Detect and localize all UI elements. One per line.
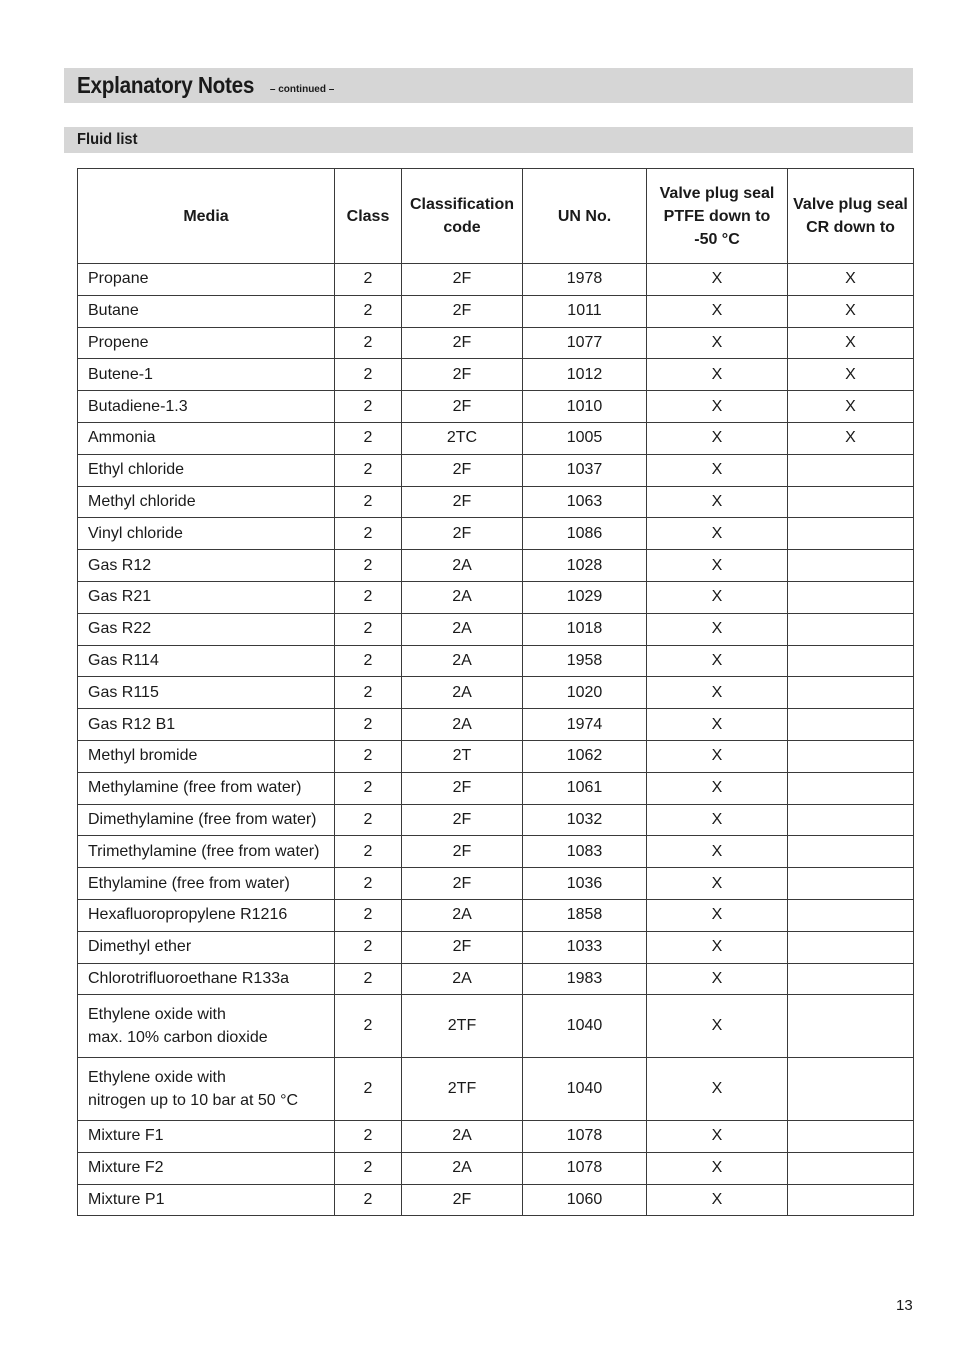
cell-ptfe-seal: X (647, 772, 788, 804)
cell-class: 2 (335, 359, 402, 391)
cell-class: 2 (335, 391, 402, 423)
cell-un-no: 1010 (523, 391, 647, 423)
cell-class: 2 (335, 1120, 402, 1152)
cell-cr-seal (788, 486, 914, 518)
cell-cr-seal (788, 613, 914, 645)
cell-un-no: 1078 (523, 1152, 647, 1184)
table-row (78, 486, 914, 518)
cell-class: 2 (335, 868, 402, 900)
cell-classification-code: 2F (402, 868, 523, 900)
media-name: Ethyl chloride (88, 461, 185, 479)
cell-un-no: 1978 (523, 264, 647, 296)
cell-class: 2 (335, 422, 402, 454)
cell-cr-seal: X (788, 327, 914, 359)
table-row (78, 645, 914, 677)
cell-class: 2 (335, 995, 402, 1058)
table-row (78, 264, 914, 296)
cell-un-no: 1974 (523, 709, 647, 741)
media-name: Butene-1 (88, 365, 153, 383)
cell-class: 2 (335, 613, 402, 645)
cell-ptfe-seal: X (647, 995, 788, 1058)
cell-ptfe-seal: X (647, 518, 788, 550)
cell-classification-code: 2F (402, 295, 523, 327)
cell-cr-seal (788, 677, 914, 709)
cell-un-no: 1063 (523, 486, 647, 518)
table-row (78, 709, 914, 741)
cell-cr-seal (788, 899, 914, 931)
table-row (78, 868, 914, 900)
cell-cr-seal: X (788, 264, 914, 296)
cell-class: 2 (335, 677, 402, 709)
cell-ptfe-seal: X (647, 931, 788, 963)
table-row (78, 1184, 914, 1216)
cell-media (78, 422, 335, 454)
cell-ptfe-seal: X (647, 740, 788, 772)
page-subtitle: – continued – (269, 83, 335, 95)
cell-classification-code: 2TF (402, 1058, 523, 1121)
cell-media (78, 804, 335, 836)
cell-cr-seal: X (788, 359, 914, 391)
table-row (78, 1152, 914, 1184)
cell-media (78, 327, 335, 359)
cell-class: 2 (335, 709, 402, 741)
cell-un-no: 1060 (523, 1184, 647, 1216)
cell-classification-code: 2TF (402, 995, 523, 1058)
table-row (78, 518, 914, 550)
cell-cr-seal (788, 1152, 914, 1184)
cell-media (78, 518, 335, 550)
cell-class: 2 (335, 581, 402, 613)
cell-un-no: 1061 (523, 772, 647, 804)
cell-cr-seal: X (788, 295, 914, 327)
cell-class: 2 (335, 963, 402, 995)
media-name: Vinyl chloride (88, 524, 183, 542)
cell-media (78, 836, 335, 868)
cell-un-no: 1086 (523, 518, 647, 550)
cell-media (78, 995, 335, 1058)
cell-media (78, 645, 335, 677)
cell-media (78, 613, 335, 645)
cell-ptfe-seal: X (647, 677, 788, 709)
cell-class: 2 (335, 836, 402, 868)
media-name: Hexafluoropropylene R1216 (88, 906, 288, 924)
media-name: Methyl bromide (88, 747, 198, 765)
section-bar (64, 127, 913, 153)
cell-class: 2 (335, 804, 402, 836)
cell-media (78, 550, 335, 582)
cell-classification-code: 2A (402, 677, 523, 709)
cell-classification-code: 2F (402, 486, 523, 518)
cell-cr-seal (788, 772, 914, 804)
cell-un-no: 1012 (523, 359, 647, 391)
cell-un-no: 1077 (523, 327, 647, 359)
cell-un-no: 1018 (523, 613, 647, 645)
media-name: Gas R115 (88, 683, 159, 701)
fluid-table (77, 168, 914, 1216)
media-name: Propene (88, 333, 149, 351)
media-name: Mixture F1 (88, 1127, 164, 1145)
table-row (78, 677, 914, 709)
cell-ptfe-seal: X (647, 1152, 788, 1184)
table-row (78, 295, 914, 327)
cell-ptfe-seal: X (647, 804, 788, 836)
cell-cr-seal (788, 581, 914, 613)
cell-classification-code: 2A (402, 899, 523, 931)
cell-ptfe-seal: X (647, 645, 788, 677)
column-header-ptfe-seal: Valve plug seal PTFE down to -50 °C (647, 169, 788, 264)
media-name: Gas R12 (88, 556, 152, 574)
table-row (78, 581, 914, 613)
cell-media (78, 1120, 335, 1152)
cell-class: 2 (335, 518, 402, 550)
cell-classification-code: 2A (402, 1152, 523, 1184)
cell-classification-code: 2A (402, 550, 523, 582)
column-header-classification-code: Classification code (402, 169, 523, 264)
cell-cr-seal (788, 804, 914, 836)
cell-media (78, 963, 335, 995)
cell-classification-code: 2A (402, 963, 523, 995)
table-row (78, 454, 914, 486)
media-name: Butane (88, 302, 139, 320)
media-name: Ethylene oxide with (88, 1069, 226, 1087)
table-row (78, 1058, 914, 1121)
cell-un-no: 1040 (523, 1058, 647, 1121)
cell-media (78, 1058, 335, 1121)
media-name: Gas R12 B1 (88, 715, 176, 733)
cell-ptfe-seal: X (647, 1058, 788, 1121)
cell-classification-code: 2T (402, 740, 523, 772)
cell-un-no: 1037 (523, 454, 647, 486)
cell-ptfe-seal: X (647, 359, 788, 391)
cell-ptfe-seal: X (647, 422, 788, 454)
cell-media (78, 709, 335, 741)
table-row (78, 963, 914, 995)
cell-class: 2 (335, 550, 402, 582)
cell-cr-seal (788, 709, 914, 741)
cell-media (78, 899, 335, 931)
cell-classification-code: 2TC (402, 422, 523, 454)
cell-un-no: 1028 (523, 550, 647, 582)
cell-cr-seal (788, 454, 914, 486)
cell-ptfe-seal: X (647, 550, 788, 582)
cell-cr-seal (788, 1120, 914, 1152)
media-name: Methylamine (free from water) (88, 779, 302, 797)
cell-classification-code: 2F (402, 772, 523, 804)
cell-ptfe-seal: X (647, 391, 788, 423)
cell-cr-seal (788, 1058, 914, 1121)
cell-classification-code: 2F (402, 804, 523, 836)
cell-class: 2 (335, 327, 402, 359)
media-name: Gas R114 (88, 651, 159, 669)
cell-un-no: 1858 (523, 899, 647, 931)
cell-media (78, 1184, 335, 1216)
cell-media (78, 868, 335, 900)
cell-un-no: 1020 (523, 677, 647, 709)
cell-media (78, 454, 335, 486)
fluid-table-body (78, 264, 914, 1216)
cell-ptfe-seal: X (647, 295, 788, 327)
cell-cr-seal (788, 518, 914, 550)
cell-classification-code: 2A (402, 645, 523, 677)
media-name: Trimethylamine (free from water) (88, 842, 320, 860)
cell-media (78, 772, 335, 804)
cell-cr-seal (788, 995, 914, 1058)
table-row (78, 836, 914, 868)
cell-class: 2 (335, 295, 402, 327)
cell-media (78, 264, 335, 296)
cell-classification-code: 2F (402, 454, 523, 486)
cell-cr-seal (788, 931, 914, 963)
cell-ptfe-seal: X (647, 264, 788, 296)
media-name: Ethylamine (free from water) (88, 874, 290, 892)
cell-media (78, 295, 335, 327)
cell-class: 2 (335, 899, 402, 931)
cell-cr-seal (788, 963, 914, 995)
table-header-row (78, 169, 914, 264)
cell-class: 2 (335, 1152, 402, 1184)
cell-cr-seal: X (788, 391, 914, 423)
cell-un-no: 1078 (523, 1120, 647, 1152)
cell-classification-code: 2F (402, 327, 523, 359)
cell-classification-code: 2F (402, 264, 523, 296)
table-row (78, 1120, 914, 1152)
media-name-line2: nitrogen up to 10 bar at 50 °C (88, 1092, 299, 1110)
cell-cr-seal (788, 645, 914, 677)
cell-media (78, 1152, 335, 1184)
media-name: Mixture P1 (88, 1190, 165, 1208)
cell-class: 2 (335, 454, 402, 486)
cell-ptfe-seal: X (647, 454, 788, 486)
cell-cr-seal (788, 1184, 914, 1216)
table-row (78, 613, 914, 645)
cell-ptfe-seal: X (647, 581, 788, 613)
cell-un-no: 1040 (523, 995, 647, 1058)
cell-ptfe-seal: X (647, 1120, 788, 1152)
cell-cr-seal (788, 836, 914, 868)
cell-class: 2 (335, 1058, 402, 1121)
cell-class: 2 (335, 1184, 402, 1216)
cell-classification-code: 2F (402, 518, 523, 550)
media-name: Gas R21 (88, 588, 152, 606)
cell-cr-seal: X (788, 422, 914, 454)
cell-media (78, 391, 335, 423)
cell-cr-seal (788, 868, 914, 900)
cell-un-no: 1958 (523, 645, 647, 677)
media-name: Butadiene-1.3 (88, 397, 188, 415)
media-name-line2: max. 10% carbon dioxide (88, 1029, 268, 1047)
cell-media (78, 677, 335, 709)
table-row (78, 391, 914, 423)
table-row (78, 931, 914, 963)
column-header-media: Media (78, 169, 335, 264)
cell-classification-code: 2F (402, 836, 523, 868)
cell-un-no: 1083 (523, 836, 647, 868)
page-number: 13 (896, 1297, 913, 1314)
cell-ptfe-seal: X (647, 486, 788, 518)
cell-un-no: 1033 (523, 931, 647, 963)
cell-class: 2 (335, 740, 402, 772)
cell-classification-code: 2A (402, 1120, 523, 1152)
media-name: Chlorotrifluoroethane R133a (88, 969, 290, 987)
cell-ptfe-seal: X (647, 613, 788, 645)
section-title: Fluid list (77, 131, 138, 148)
media-name: Dimethylamine (free from water) (88, 810, 317, 828)
cell-un-no: 1062 (523, 740, 647, 772)
cell-class: 2 (335, 264, 402, 296)
cell-ptfe-seal: X (647, 709, 788, 741)
cell-ptfe-seal: X (647, 836, 788, 868)
table-row (78, 899, 914, 931)
table-row (78, 359, 914, 391)
cell-classification-code: 2A (402, 613, 523, 645)
cell-un-no: 1036 (523, 868, 647, 900)
media-name: Ethylene oxide with (88, 1006, 226, 1024)
cell-un-no: 1029 (523, 581, 647, 613)
column-header-class: Class (335, 169, 402, 264)
cell-classification-code: 2A (402, 709, 523, 741)
page-title: Explanatory Notes (77, 72, 255, 98)
cell-cr-seal (788, 740, 914, 772)
cell-classification-code: 2F (402, 359, 523, 391)
column-header-un-no: UN No. (523, 169, 647, 264)
cell-class: 2 (335, 486, 402, 518)
cell-media (78, 581, 335, 613)
header-bar (64, 68, 913, 103)
cell-classification-code: 2A (402, 581, 523, 613)
cell-media (78, 740, 335, 772)
table-row (78, 327, 914, 359)
table-row (78, 772, 914, 804)
table-row (78, 422, 914, 454)
media-name: Gas R22 (88, 620, 152, 638)
column-header-cr-seal: Valve plug seal CR down to (788, 169, 914, 264)
cell-ptfe-seal: X (647, 868, 788, 900)
cell-un-no: 1005 (523, 422, 647, 454)
cell-ptfe-seal: X (647, 963, 788, 995)
media-name: Mixture F2 (88, 1159, 164, 1177)
table-row (78, 995, 914, 1058)
cell-media (78, 359, 335, 391)
cell-classification-code: 2F (402, 391, 523, 423)
cell-classification-code: 2F (402, 1184, 523, 1216)
cell-media (78, 486, 335, 518)
cell-ptfe-seal: X (647, 899, 788, 931)
cell-un-no: 1032 (523, 804, 647, 836)
cell-ptfe-seal: X (647, 327, 788, 359)
table-row (78, 740, 914, 772)
table-row (78, 804, 914, 836)
cell-ptfe-seal: X (647, 1184, 788, 1216)
media-name: Ammonia (88, 429, 156, 447)
media-name: Methyl chloride (88, 492, 196, 510)
cell-classification-code: 2F (402, 931, 523, 963)
media-name: Propane (88, 270, 149, 288)
cell-class: 2 (335, 645, 402, 677)
cell-media (78, 931, 335, 963)
cell-cr-seal (788, 550, 914, 582)
cell-un-no: 1011 (523, 295, 647, 327)
table-row (78, 550, 914, 582)
cell-class: 2 (335, 772, 402, 804)
media-name: Dimethyl ether (88, 938, 192, 956)
cell-un-no: 1983 (523, 963, 647, 995)
cell-class: 2 (335, 931, 402, 963)
